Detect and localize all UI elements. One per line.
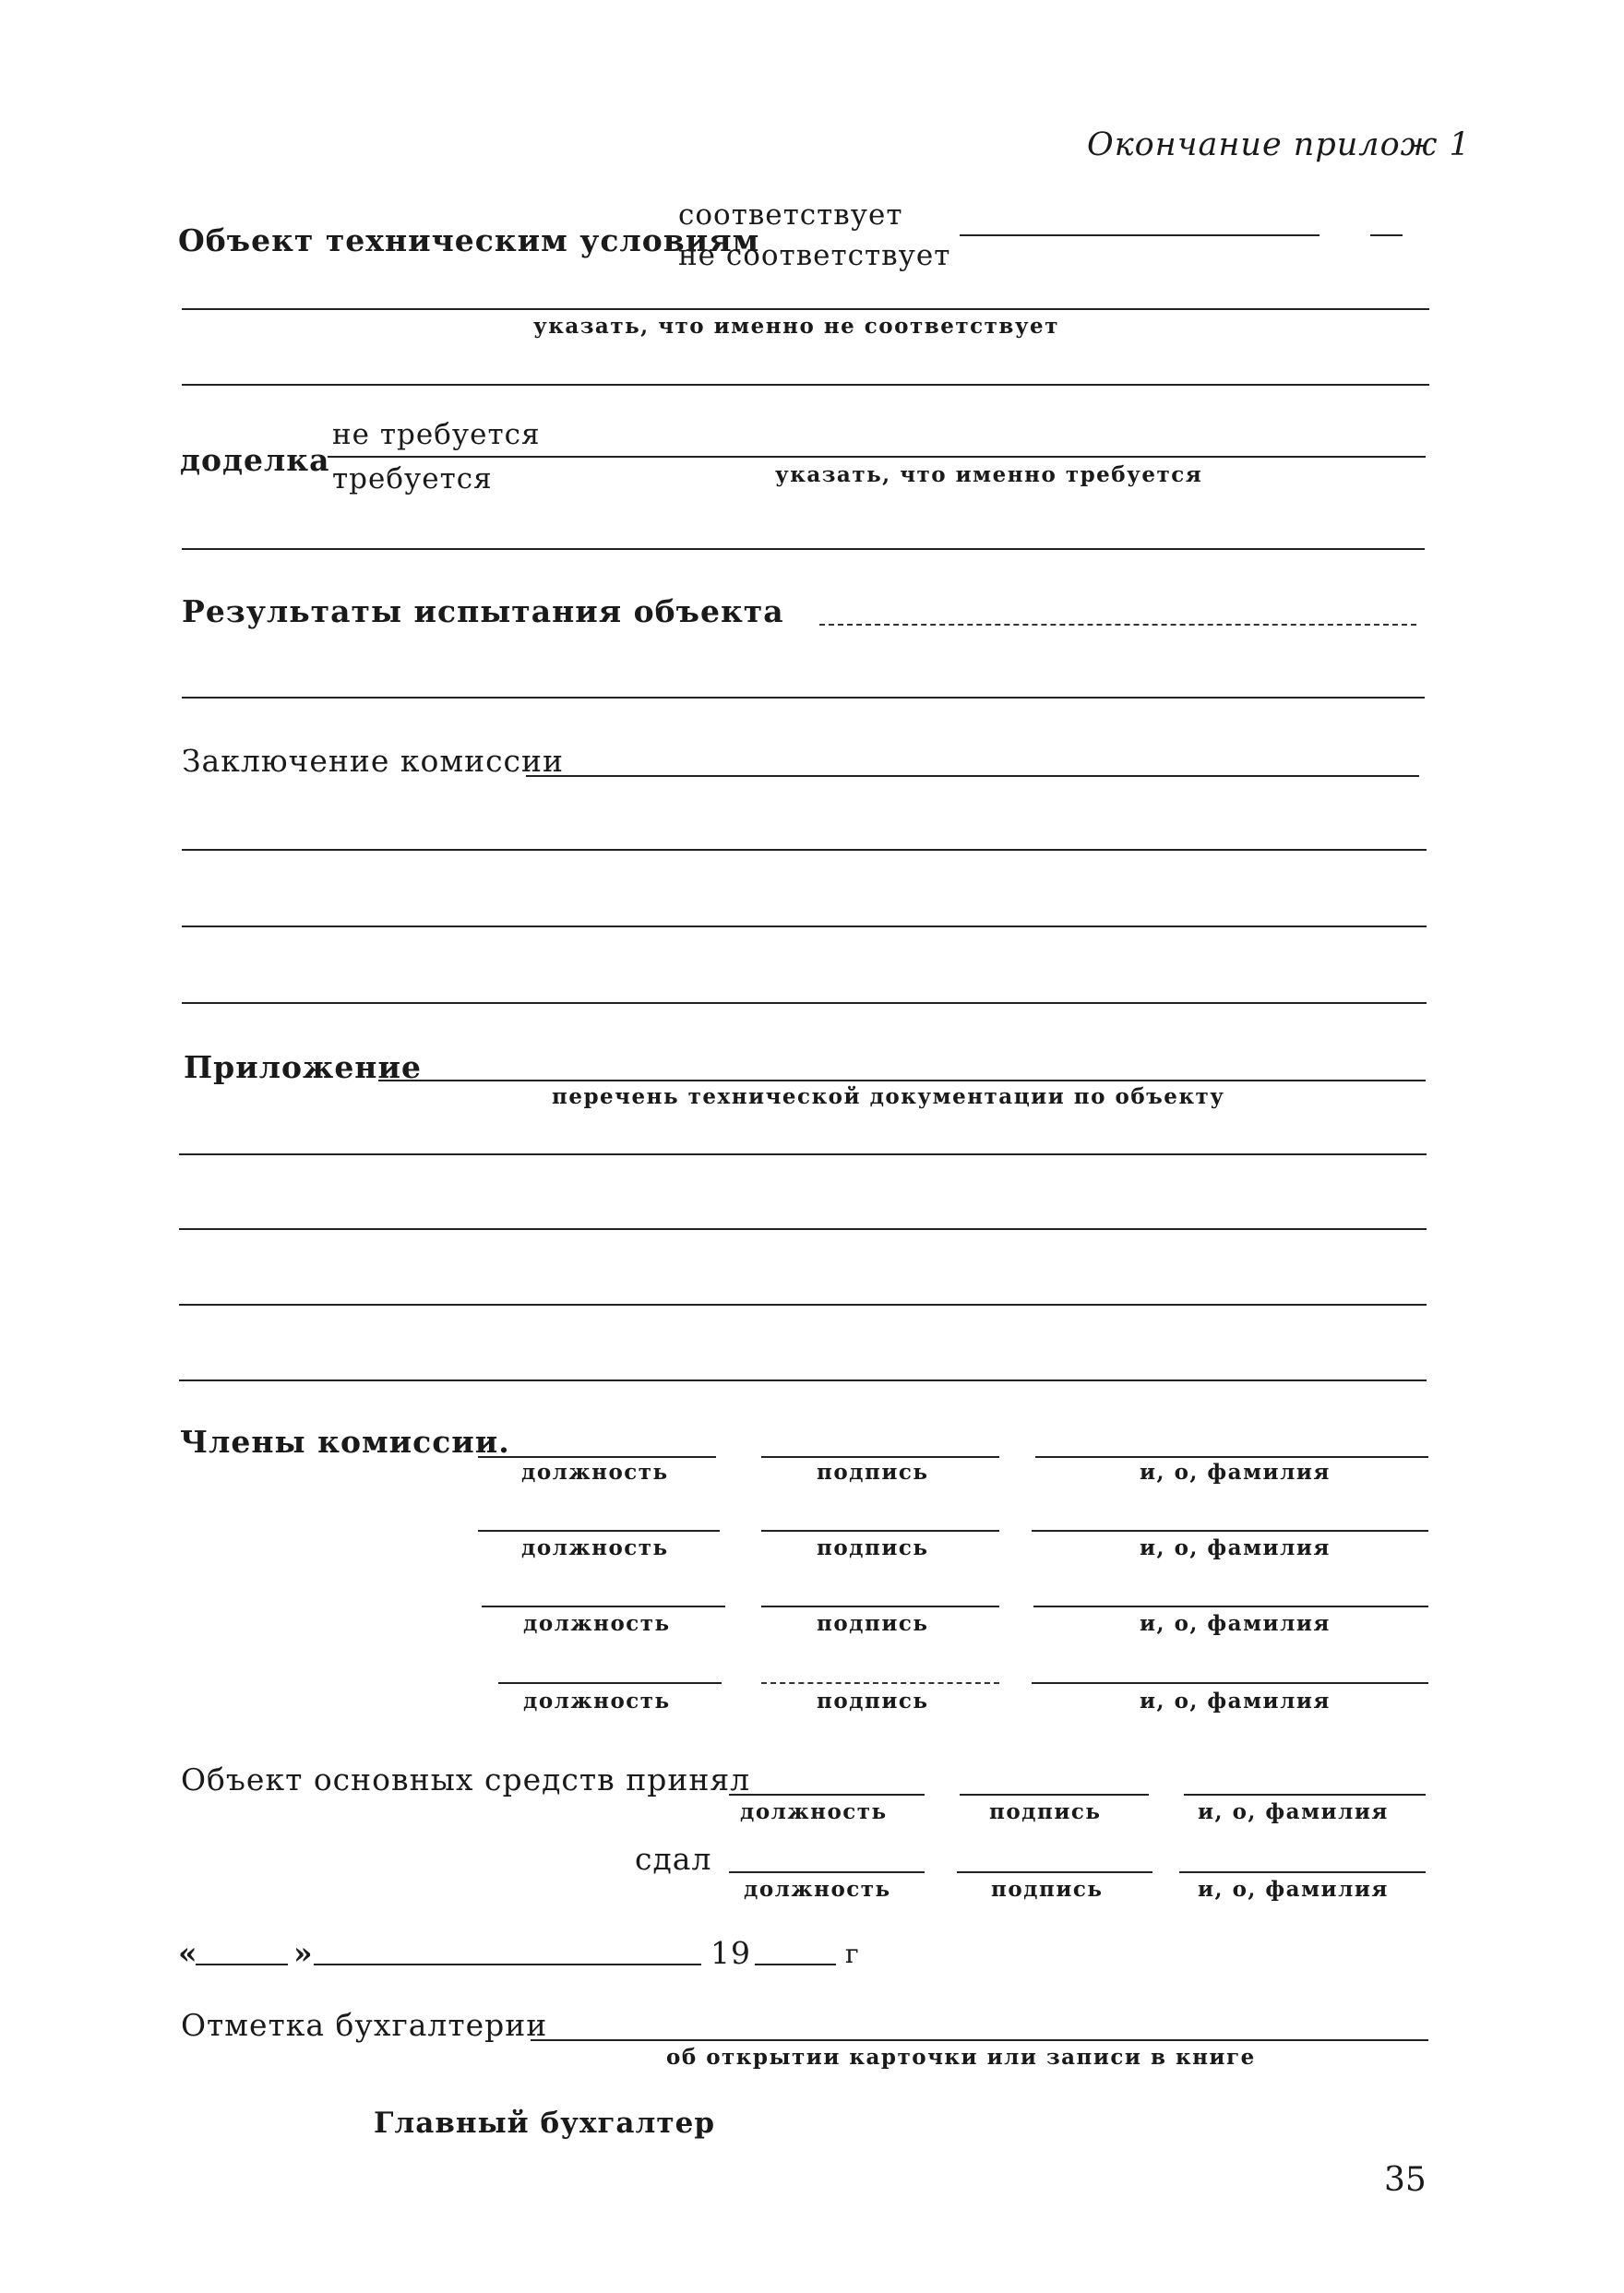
name-caption: и, о, фамилия bbox=[1140, 1611, 1331, 1636]
rework-option-required: требуется bbox=[332, 462, 493, 496]
accounting-label: Отметка бухгалтерии bbox=[181, 2007, 548, 2043]
date-year-line[interactable] bbox=[755, 1964, 836, 1965]
conformity-answer-line-tail bbox=[1370, 234, 1403, 236]
name-caption: и, о, фамилия bbox=[1140, 1689, 1331, 1714]
signature-line[interactable] bbox=[761, 1682, 999, 1684]
accepted-signature-line[interactable] bbox=[960, 1794, 1149, 1796]
test-results-line-2[interactable] bbox=[182, 697, 1425, 699]
conformity-answer-line[interactable] bbox=[960, 234, 1320, 236]
accepted-position-caption: должность bbox=[740, 1799, 888, 1824]
name-caption: и, о, фамилия bbox=[1140, 1460, 1331, 1485]
date-year-suffix: г bbox=[845, 1939, 860, 1969]
test-results-label: Результаты испытания объекта bbox=[182, 593, 784, 629]
signature-caption: подпись bbox=[817, 1535, 929, 1560]
handed-signature-caption: подпись bbox=[991, 1877, 1104, 1902]
position-caption: должность bbox=[523, 1689, 671, 1714]
signature-caption: подпись bbox=[817, 1611, 929, 1636]
position-line[interactable] bbox=[498, 1682, 722, 1684]
handed-label: сдал bbox=[635, 1841, 712, 1877]
position-caption: должность bbox=[521, 1535, 669, 1560]
rework-label: доделка bbox=[180, 442, 330, 478]
attachment-line-3[interactable] bbox=[179, 1228, 1427, 1230]
position-caption: должность bbox=[523, 1611, 671, 1636]
page-number: 35 bbox=[1384, 2161, 1427, 2199]
signature-caption: подпись bbox=[817, 1460, 929, 1485]
accepted-name-line[interactable] bbox=[1184, 1794, 1426, 1796]
rework-option-not-required: не требуется bbox=[332, 418, 541, 451]
conclusion-line-1[interactable] bbox=[526, 775, 1419, 777]
handed-position-line[interactable] bbox=[729, 1871, 925, 1873]
name-line[interactable] bbox=[1033, 1606, 1428, 1607]
accounting-caption: об открытии карточки или записи в книге bbox=[666, 2045, 1256, 2070]
signature-line[interactable] bbox=[761, 1530, 999, 1532]
accepted-name-caption: и, о, фамилия bbox=[1198, 1799, 1389, 1824]
rework-detail-caption: указать, что именно требуется bbox=[775, 462, 1203, 487]
position-line[interactable] bbox=[478, 1456, 716, 1458]
handed-signature-line[interactable] bbox=[957, 1871, 1152, 1873]
rework-fraction-bar bbox=[328, 456, 1426, 458]
continuation-header: Окончание прилож 1 bbox=[1087, 126, 1471, 163]
position-line[interactable] bbox=[482, 1606, 725, 1607]
commission-label: Члены комиссии. bbox=[180, 1424, 510, 1460]
conformity-option-not-conforms: не соответствует bbox=[678, 239, 951, 272]
name-caption: и, о, фамилия bbox=[1140, 1535, 1331, 1560]
position-caption: должность bbox=[521, 1460, 669, 1485]
test-results-line[interactable] bbox=[819, 624, 1416, 626]
rework-detail-line[interactable] bbox=[182, 548, 1425, 550]
date-year-prefix: 19 bbox=[710, 1935, 751, 1971]
accepted-position-line[interactable] bbox=[729, 1794, 925, 1796]
date-close-quote: » bbox=[293, 1935, 314, 1971]
signature-line[interactable] bbox=[761, 1456, 999, 1458]
conformity-detail-caption: указать, что именно не соответствует bbox=[533, 314, 1059, 339]
date-open-quote: « bbox=[178, 1935, 198, 1971]
conformity-detail-line-2[interactable] bbox=[182, 384, 1429, 386]
accepted-signature-caption: подпись bbox=[989, 1799, 1102, 1824]
accounting-line[interactable] bbox=[531, 2039, 1428, 2041]
name-line[interactable] bbox=[1032, 1530, 1428, 1532]
conclusion-label: Заключение комиссии bbox=[182, 743, 565, 779]
attachment-label: Приложение bbox=[184, 1049, 422, 1085]
attachment-line-5[interactable] bbox=[179, 1379, 1427, 1381]
chief-accountant-label: Главный бухгалтер bbox=[374, 2107, 715, 2140]
conformity-detail-line-1[interactable] bbox=[182, 308, 1429, 310]
name-line[interactable] bbox=[1035, 1456, 1428, 1458]
accepted-label: Объект основных средств принял bbox=[181, 1762, 751, 1797]
position-line[interactable] bbox=[478, 1530, 720, 1532]
attachment-caption: перечень технической документации по объекту bbox=[552, 1084, 1225, 1109]
conclusion-line-3[interactable] bbox=[182, 926, 1427, 927]
attachment-line[interactable] bbox=[378, 1080, 1426, 1081]
conclusion-line-2[interactable] bbox=[182, 849, 1427, 851]
signature-caption: подпись bbox=[817, 1689, 929, 1714]
date-day-line[interactable] bbox=[196, 1964, 288, 1965]
attachment-line-2[interactable] bbox=[179, 1153, 1427, 1155]
conclusion-line-4[interactable] bbox=[182, 1002, 1427, 1004]
handed-name-line[interactable] bbox=[1179, 1871, 1426, 1873]
name-line[interactable] bbox=[1032, 1682, 1428, 1684]
conformity-option-conforms: соответствует bbox=[678, 198, 903, 232]
date-month-line[interactable] bbox=[314, 1964, 701, 1965]
attachment-line-4[interactable] bbox=[179, 1304, 1427, 1306]
signature-line[interactable] bbox=[761, 1606, 999, 1607]
conformity-label: Объект техническим условиям bbox=[178, 222, 760, 258]
handed-name-caption: и, о, фамилия bbox=[1198, 1877, 1389, 1902]
handed-position-caption: должность bbox=[744, 1877, 891, 1902]
